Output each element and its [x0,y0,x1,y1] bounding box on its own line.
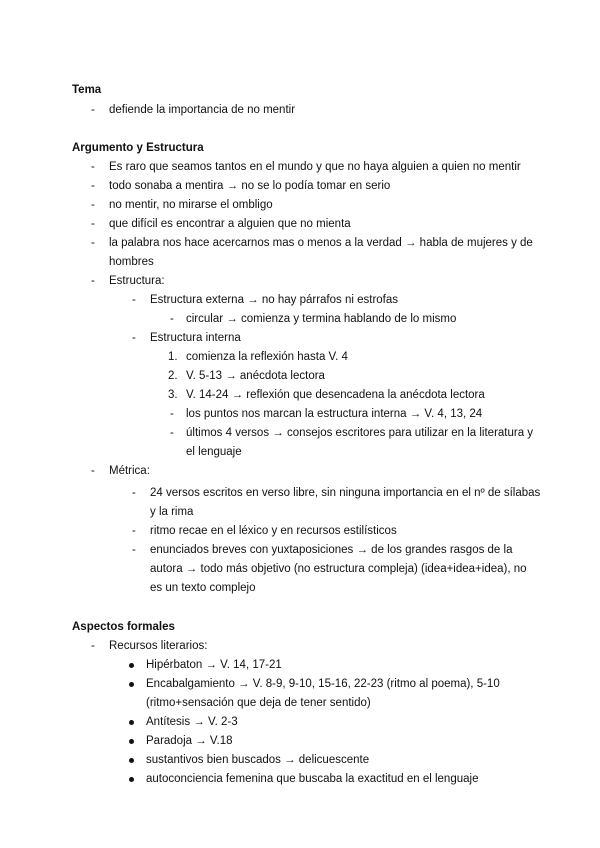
list-item: circular → comienza y termina hablando de lo mismo [186,313,457,325]
section-title-tema: Tema [72,84,102,96]
list-item: Estructura interna [150,332,241,344]
list-item: Es raro que seamos tantos en el mundo y que no haya alguien a quien no mentir [109,161,521,173]
bullet-dot-icon [129,758,134,763]
dash-marker: - [91,104,95,116]
list-item-continuation: autora → todo más objetivo (no estructura compleja) (idea+idea+idea), no [150,563,527,575]
list-item: Hipérbaton → V. 14, 17-21 [146,659,282,671]
list-item: sustantivos bien buscados → delicuescente [146,754,370,766]
dash-marker: - [170,408,174,420]
list-item-continuation: es un texto complejo [150,582,256,594]
list-item: 24 versos escritos en verso libre, sin ninguna importancia en el nº de sílabas [150,487,541,499]
dash-marker: - [91,275,95,287]
list-item: no mentir, no mirarse el ombligo [109,199,273,211]
bullet-dot-icon [129,720,134,725]
list-item: todo sonaba a mentira → no se lo podía tomar en serio [109,180,391,192]
list-item: Antítesis → V. 2-3 [146,716,238,728]
list-item: los puntos nos marcan la estructura interna → V. 4, 13, 24 [186,408,483,420]
dash-marker: - [132,294,136,306]
list-item: Estructura externa → no hay párrafos ni estrofas [150,294,399,306]
list-item: Encabalgamiento → V. 8-9, 9-10, 15-16, 22-23 (ritmo al poema), 5-10 [146,678,500,690]
list-item: Métrica: [109,465,150,477]
dash-marker: - [132,525,136,537]
bullet-dot-icon [129,682,134,687]
section-title-argumento: Argumento y Estructura [72,142,204,154]
number-marker: 2. [168,370,178,382]
bullet-dot-icon [129,739,134,744]
number-marker: 3. [168,389,178,401]
dash-marker: - [132,487,136,499]
list-item: ritmo recae en el léxico y en recursos estilísticos [150,525,397,537]
list-item-continuation: hombres [109,256,154,268]
dash-marker: - [132,544,136,556]
list-item-continuation: (ritmo+sensación que deja de tener sentido) [146,697,371,709]
list-item: Recursos literarios: [109,640,208,652]
dash-marker: - [91,465,95,477]
dash-marker: - [91,237,95,249]
list-item: defiende la importancia de no mentir [109,104,296,116]
dash-marker: - [170,313,174,325]
list-item: V. 14-24 → reflexión que desencadena la anécdota lectora [186,389,485,401]
list-item: últimos 4 versos → consejos escritores para utilizar en la literatura y [186,427,534,439]
list-item: Estructura: [109,275,165,287]
dash-marker: - [91,180,95,192]
list-item: V. 5-13 → anécdota lectora [186,370,325,382]
list-item: autoconciencia femenina que buscaba la exactitud en el lenguaje [146,773,479,785]
bullet-dot-icon [129,777,134,782]
list-item: comienza la reflexión hasta V. 4 [186,351,348,363]
list-item: enunciados breves con yuxtaposiciones → de los grandes rasgos de la [150,544,513,556]
list-item: que difícil es encontrar a alguien que no mienta [109,218,351,230]
dash-marker: - [170,427,174,439]
bullet-dot-icon [129,663,134,668]
dash-marker: - [91,218,95,230]
section-title-aspectos: Aspectos formales [72,621,175,633]
list-item-continuation: el lenguaje [186,446,242,458]
dash-marker: - [132,332,136,344]
dash-marker: - [91,640,95,652]
list-item: la palabra nos hace acercarnos mas o menos a la verdad → habla de mujeres y de [109,237,533,249]
dash-marker: - [91,199,95,211]
dash-marker: - [91,161,95,173]
list-item: Paradoja → V.18 [146,735,233,747]
list-item-continuation: y la rima [150,506,194,518]
number-marker: 1. [168,351,178,363]
